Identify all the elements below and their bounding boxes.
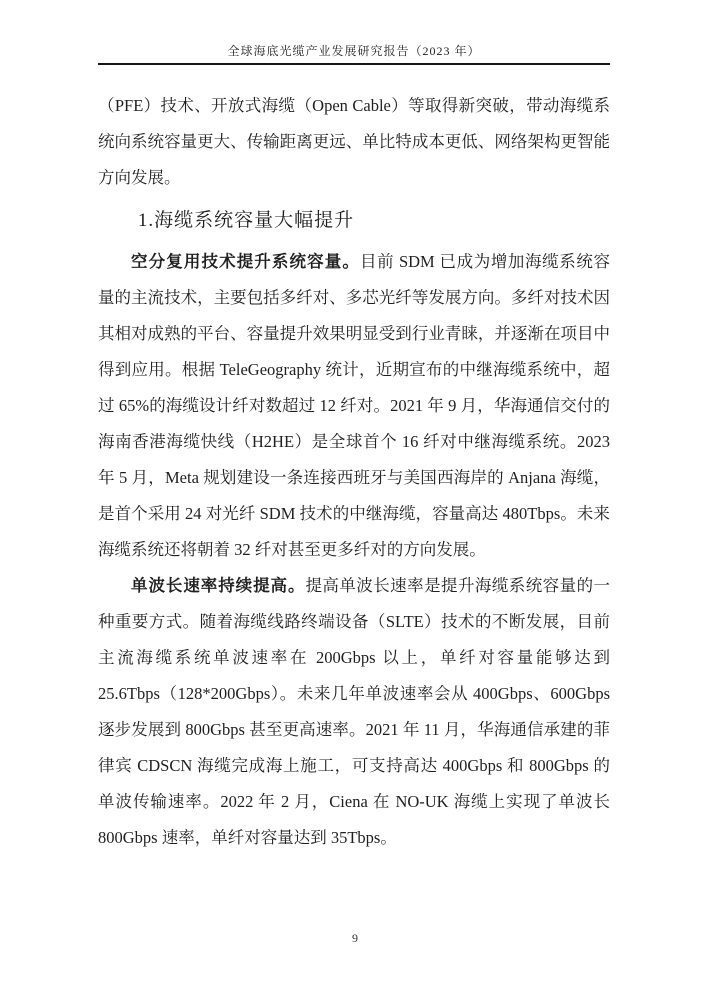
paragraph-text: 提高单波长速率是提升海缆系统容量的一种重要方式。随着海缆线路终端设备（SLTE）技术的不断发展，目前主流海缆系统单波速率在 200Gbps 以上，单纤对容量能够达到 25.6Tbps（128*200Gbps）。未来几年单波速率会从 400Gbps、600Gbps 逐步发展到 800Gbps 甚至更高速率。2021 年 11 月，华海通信承建的菲律宾 CDSCN 海缆完成海上施工，可支持高达 400Gbps 和 800Gbps 的单波传输速率。2022 年 2 月，Ciena 在 NO-UK 海缆上实现了单波长 800Gbps 速率，单纤对容量达到 35Tbps。 bbox=[98, 576, 611, 847]
paragraph-lead: 单波长速率持续提高。 bbox=[131, 577, 306, 595]
document-body bbox=[98, 88, 610, 856]
report-title: 全球海底光缆产业发展研究报告（2023 年） bbox=[227, 44, 481, 58]
section-heading: 1.海缆系统容量大幅提升 bbox=[137, 210, 355, 231]
paragraph-lead: 空分复用技术提升系统容量。 bbox=[131, 253, 360, 271]
paragraph-text: 目前 SDM 已成为增加海缆系统容量的主流技术，主要包括多纤对、多芯光纤等发展方向。多纤对技术因其相对成熟的平台、容量提升效果明显受到行业青睐，并逐渐在项目中得到应用。根据 TeleGeography 统计，近期宣布的中继海缆系统中，超过 65%的海缆设计纤对数超过 12 纤对。2021 年 9 月，华海通信交付的海南香港海缆快线（H2HE）是全球首个 16 纤对中继海缆系统。2023 年 5 月，Meta 规划建设一条连接西班牙与美国西海岸的 Anjana 海缆，是首个采用 24 对光纤 SDM 技术的中继海缆，容量高达 480Tbps。未来海缆系统还将朝着 32 纤对甚至更多纤对的方向发展。 bbox=[98, 252, 611, 559]
paragraph-sdm bbox=[98, 244, 610, 568]
page-number: 9 bbox=[352, 931, 358, 945]
paragraph-wavelength bbox=[98, 568, 610, 856]
paragraph-text: （PFE）技术、开放式海缆（Open Cable）等取得新突破，带动海缆系统向系统容量更大、传输距离更远、单比特成本更低、网络架构更智能方向发展。 bbox=[98, 96, 610, 187]
report-header bbox=[98, 44, 610, 65]
paragraph-continuation bbox=[98, 88, 610, 196]
